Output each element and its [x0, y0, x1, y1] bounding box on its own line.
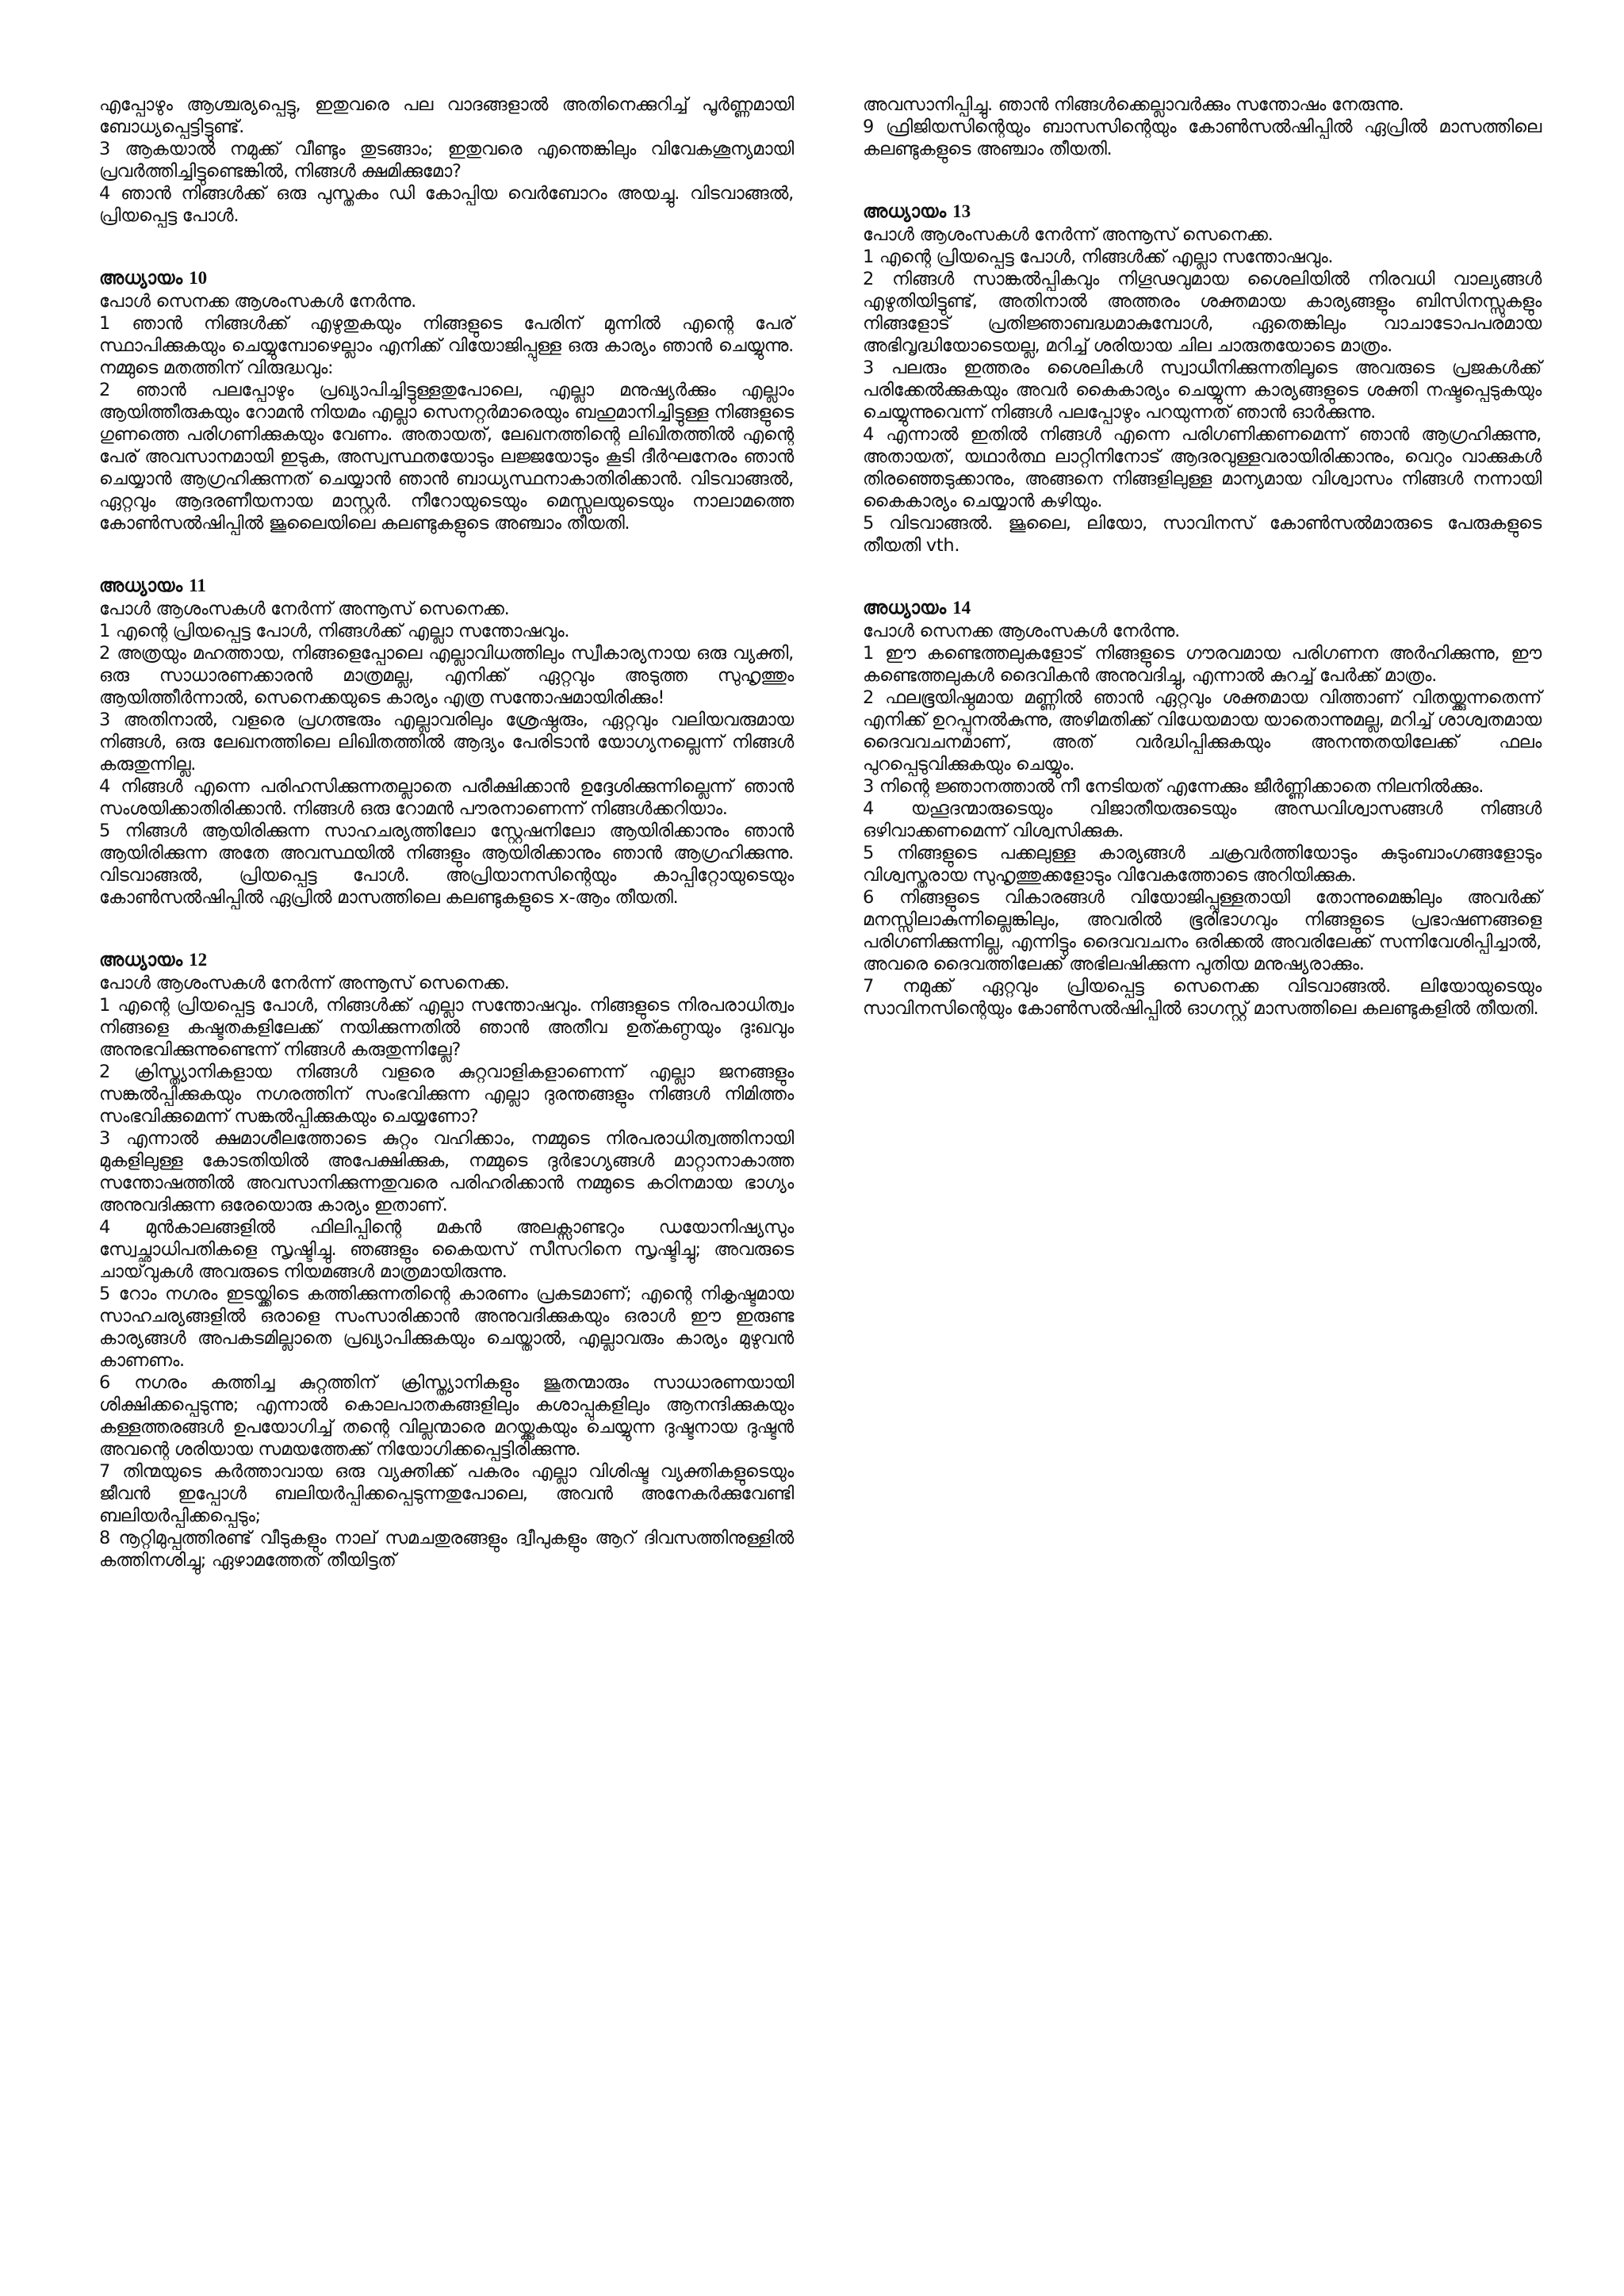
- verse: 4 നിങ്ങൾ എന്നെ പരിഹസിക്കുന്നതല്ലാതെ പരീക്ഷിക്കാൻ ഉദ്ദേശിക്കുന്നില്ലെന്ന് ഞാൻ സംശയിക്കാതിരിക്കാൻ. നിങ്ങൾ ഒരു റോമൻ പൗരനാണെന്ന് നിങ്ങൾക്കറിയാം.: [99, 776, 794, 819]
- verse: 6 നിങ്ങളുടെ വികാരങ്ങൾ വിയോജിപ്പുള്ളതായി തോന്നുമെങ്കിലും അവർക്ക് മനസ്സിലാകുന്നില്ലെങ്കിലും, അവരിൽ ഭൂരിഭാഗവും നിങ്ങളുടെ പ്രഭാഷണങ്ങളെ പരിഗണിക്കുന്നില്ല, എന്നിട്ടും ദൈവവചനം ഒരിക്കൽ അവരിലേക്ക് സന്നിവേശിപ്പിച്ചാൽ, അവരെ ദൈവത്തിലേക്ക് അഭിലഷിക്കുന്ന പുതിയ മനുഷ്യരാക്കും.: [863, 887, 1542, 974]
- chapter-heading: [99, 948, 794, 972]
- chapter-14: [863, 596, 1542, 1020]
- paragraph: 3 ആകയാൽ നമുക്ക് വീണ്ടും തുടങ്ങാം; ഇതുവരെ എന്തെങ്കിലും വിവേകശൂന്യമായി പ്രവർത്തിച്ചിട്ടുണ്ടെങ്കിൽ, നിങ്ങൾ ക്ഷമിക്കുമോ?: [99, 139, 794, 182]
- chapter-greeting: പോൾ ആശംസകൾ നേർന്ന് അന്നൂസ് സെനെക്ക.: [863, 224, 1274, 245]
- chapter-number: 11: [189, 576, 206, 595]
- verse: 5 നിങ്ങൾ ആയിരിക്കുന്ന സാഹചര്യത്തിലോ സ്റ്റേഷനിലോ ആയിരിക്കാനും ഞാൻ ആയിരിക്കുന്ന അതേ അവസ്ഥയിൽ നിങ്ങളും ആയിരിക്കാനും ഞാൻ ആഗ്രഹിക്കുന്നു. വിടവാങ്ങൽ, പ്രിയപ്പെട്ട പോൾ. അപ്രിയാനസിന്റെയും കാപ്പിറ്റോയുടെയും കോൺസൽഷിപ്പിൽ ഏപ്രിൽ മാസത്തിലെ കലണ്ടുകളുടെ x-ആം തീയതി.: [99, 821, 794, 908]
- verse: 5 റോം നഗരം ഇടയ്ക്കിടെ കത്തിക്കുന്നതിന്റെ കാരണം പ്രകടമാണ്; എന്റെ നികൃഷ്ടമായ സാഹചര്യങ്ങളിൽ ഒരാളെ സംസാരിക്കാൻ അനുവദിക്കുകയും ഒരാൾ ഈ ഇരുണ്ട കാര്യങ്ങൾ അപകടമില്ലാതെ പ്രഖ്യാപിക്കുകയും ചെയ്താൽ, എല്ലാവരും കാര്യം മുഴുവൻ കാണണം.: [99, 1284, 794, 1371]
- paragraph: അവസാനിപ്പിച്ചു. ഞാൻ നിങ്ങൾക്കെല്ലാവർക്കും സന്തോഷം നേരുന്നു.: [863, 94, 1404, 115]
- chapter-number: 14: [952, 598, 971, 618]
- verse: 2 ഞാൻ പലപ്പോഴും പ്രഖ്യാപിച്ചിട്ടുള്ളതുപോലെ, എല്ലാ മനുഷ്യർക്കും എല്ലാം ആയിത്തീരുകയും റോമൻ നിയമം എല്ലാ സെനറ്റർമാരെയും ബഹുമാനിച്ചിട്ടുള്ള നിങ്ങളുടെ ഗുണത്തെ പരിഗണിക്കുകയും വേണം. അതായത്, ലേഖനത്തിന്റെ ലിഖിതത്തിൽ എന്റെ പേര് അവസാനമായി ഇടുക, അസ്വസ്ഥതയോടും ലജ്ജയോടും കൂടി ദീർഘനേരം ഞാൻ ചെയ്യാൻ ആഗ്രഹിക്കുന്നത് ചെയ്യാൻ ഞാൻ ബാധ്യസ്ഥനാകാതിരിക്കാൻ. വിടവാങ്ങൽ, ഏറ്റവും ആദരണീയനായ മാസ്റ്റർ. നീറോയുടെയും മെസ്സലയുടെയും നാലാമത്തെ കോൺസൽഷിപ്പിൽ ജൂലൈയിലെ കലണ്ടുകളുടെ അഞ്ചാം തീയതി.: [99, 380, 794, 534]
- verse: 7 നമുക്ക് ഏറ്റവും പ്രിയപ്പെട്ട സെനെക്ക വിടവാങ്ങൽ. ലിയോയുടെയും സാവിനസിന്റെയും കോൺസൽഷിപ്പിൽ ഓഗസ്റ്റ് മാസത്തിലെ കലണ്ടുകളിൽ തീയതി.: [863, 976, 1542, 1019]
- chapter-10: [99, 266, 794, 534]
- chapter-title-label: അധ്യായം: [863, 201, 947, 222]
- chapter-title-label: അധ്യായം: [863, 597, 947, 618]
- chapter-13: [863, 200, 1542, 557]
- chapter-number: 12: [189, 950, 208, 970]
- verse: 1 എന്റെ പ്രിയപ്പെട്ട പോൾ, നിങ്ങൾക്ക് എല്ലാ സന്തോഷവും.: [99, 621, 570, 641]
- left-intro: [99, 94, 794, 227]
- verse: 1 എന്റെ പ്രിയപ്പെട്ട പോൾ, നിങ്ങൾക്ക് എല്ലാ സന്തോഷവും.: [863, 247, 1334, 267]
- right-intro: [863, 94, 1542, 160]
- chapter-heading: [863, 200, 1542, 224]
- chapter-11: [99, 574, 794, 909]
- verse: 1 എന്റെ പ്രിയപ്പെട്ട പോൾ, നിങ്ങൾക്ക് എല്ലാ സന്തോഷവും. നിങ്ങളുടെ നിരപരാധിത്വം നിങ്ങളെ കഷ്ടതകളിലേക്ക് നയിക്കുന്നതിൽ ഞാൻ അതീവ ഉത്കണ്ഠയും ദുഃഖവും അനുഭവിക്കുന്നുണ്ടെന്ന് നിങ്ങൾ കരുതുന്നില്ലേ?: [99, 995, 794, 1060]
- verse: 2 അത്രയും മഹത്തായ, നിങ്ങളെപ്പോലെ എല്ലാവിധത്തിലും സ്വീകാര്യനായ ഒരു വ്യക്തി, ഒരു സാധാരണക്കാരൻ മാത്രമല്ല, എനിക്ക് ഏറ്റവും അടുത്ത സുഹൃത്തും ആയിത്തീർന്നാൽ, സെനെക്കയുടെ കാര്യം എത്ര സന്തോഷമായിരിക്കും!: [99, 643, 794, 708]
- chapter-title-label: അധ്യായം: [99, 575, 183, 596]
- left-column: [99, 94, 794, 1571]
- chapter-number: 10: [189, 268, 208, 288]
- verse: 6 നഗരം കത്തിച്ച കുറ്റത്തിന് ക്രിസ്ത്യാനികളും ജൂതന്മാരും സാധാരണയായി ശിക്ഷിക്കപ്പെടുന്നു; എന്നാൽ കൊലപാതകങ്ങളിലും കശാപ്പുകളിലും ആനന്ദിക്കുകയും കള്ളത്തരങ്ങൾ ഉപയോഗിച്ച് തന്റെ വില്ലന്മാരെ മറയ്ക്കുകയും ചെയ്യുന്ന ദുഷ്ടനായ ദുഷ്ടൻ അവന്റെ ശരിയായ സമയത്തേക്ക് നിയോഗിക്കപ്പെട്ടിരിക്കുന്നു.: [99, 1372, 794, 1460]
- chapter-title-label: അധ്യായം: [99, 267, 183, 289]
- paragraph: 9 ഫ്രിജിയസിന്റെയും ബാസസിന്റെയും കോൺസൽഷിപ്പിൽ ഏപ്രിൽ മാസത്തിലെ കലണ്ടുകളുടെ അഞ്ചാം തീയതി.: [863, 117, 1542, 159]
- verse: 5 വിടവാങ്ങൽ. ജൂലൈ, ലിയോ, സാവിനസ് കോൺസൽമാരുടെ പേരുകളുടെ തീയതി vth.: [863, 513, 1542, 556]
- verse: 3 പലരും ഇത്തരം ശൈലികൾ സ്വാധീനിക്കുന്നതിലൂടെ അവരുടെ പ്രജകൾക്ക് പരിക്കേൽക്കുകയും അവർ കൈകാര്യം ചെയ്യുന്ന കാര്യങ്ങളുടെ ശക്തി നഷ്ടപ്പെടുകയും ചെയ്യുന്നുവെന്ന് നിങ്ങൾ പലപ്പോഴും പറയുന്നത് ഞാൻ ഓർക്കുന്നു.: [863, 358, 1542, 423]
- verse: 1 ഈ കണ്ടെത്തലുകളോട് നിങ്ങളുടെ ഗൗരവമായ പരിഗണന അർഹിക്കുന്നു, ഈ കണ്ടെത്തലുകൾ ദൈവികൻ അനുവദിച്ചു, എന്നാൽ കുറച്ച് പേർക്ക് മാത്രം.: [863, 643, 1542, 686]
- chapter-greeting: പോൾ സെനക്ക ആശംസകൾ നേർന്നു.: [99, 291, 417, 312]
- verse: 7 തിന്മയുടെ കർത്താവായ ഒരു വ്യക്തിക്ക് പകരം എല്ലാ വിശിഷ്ട വ്യക്തികളുടെയും ജീവൻ ഇപ്പോൾ ബലിയർപ്പിക്കപ്പെടുന്നതുപോലെ, അവൻ അനേകർക്കുവേണ്ടി ബലിയർപ്പിക്കപ്പെടും;: [99, 1461, 794, 1526]
- chapter-number: 13: [952, 201, 971, 221]
- chapter-greeting: പോൾ ആശംസകൾ നേർന്ന് അന്നൂസ് സെനെക്ക.: [99, 599, 510, 619]
- verse: 4 മുൻകാലങ്ങളിൽ ഫിലിപ്പിന്റെ മകൻ അലക്സാണ്ടറും ഡയോനിഷ്യസും സ്വേച്ഛാധിപതികളെ സൃഷ്ടിച്ചു. ഞങ്ങളും കൈയസ് സീസറിനെ സൃഷ്ടിച്ചു; അവരുടെ ചായ്‌വുകൾ അവരുടെ നിയമങ്ങൾ മാത്രമായിരുന്നു.: [99, 1217, 794, 1282]
- chapter-heading: [863, 596, 1542, 620]
- verse: 3 അതിനാൽ, വളരെ പ്രഗത്ഭരും എല്ലാവരിലും ശ്രേഷ്ഠരും, ഏറ്റവും വലിയവരുമായ നിങ്ങൾ, ഒരു ലേഖനത്തിലെ ലിഖിതത്തിൽ ആദ്യം പേരിടാൻ യോഗ്യനല്ലെന്ന് നിങ്ങൾ കരുതുന്നില്ല.: [99, 710, 794, 775]
- paragraph: എപ്പോഴും ആശ്ചര്യപ്പെട്ടു, ഇതുവരെ പല വാദങ്ങളാൽ അതിനെക്കുറിച്ച് പൂർണ്ണമായി ബോധ്യപ്പെട്ടിട്ടുണ്ട്.: [99, 94, 794, 137]
- verse: 2 നിങ്ങൾ സാങ്കൽപ്പികവും നിഗൂഢവുമായ ശൈലിയിൽ നിരവധി വാല്യങ്ങൾ എഴുതിയിട്ടുണ്ട്, അതിനാൽ അത്തരം ശക്തമായ കാര്യങ്ങളും ബിസിനസ്സുകളും നിങ്ങളോട് പ്രതിജ്ഞാബദ്ധമാകുമ്പോൾ, ഏതെങ്കിലും വാചാടോപപരമായ അഭിവൃദ്ധിയോടെയല്ല, മറിച്ച് ശരിയായ ചില ചാരുതയോടെ മാത്രം.: [863, 269, 1542, 356]
- paragraph: 4 ഞാൻ നിങ്ങൾക്ക് ഒരു പുസ്തകം ഡി കോപ്പിയ വെർബോറം അയച്ചു. വിടവാങ്ങൽ, പ്രിയപ്പെട്ട പോൾ.: [99, 183, 794, 226]
- verse: 8 നൂറ്റിമുപ്പത്തിരണ്ട് വീടുകളും നാല് സമചതുരങ്ങളും ദ്വീപുകളും ആറ് ദിവസത്തിനുള്ളിൽ കത്തിനശിച്ചു; ഏഴാമത്തേത് തീയിട്ടത്: [99, 1528, 794, 1571]
- chapter-heading: [99, 266, 794, 290]
- verse: 4 യഹൂദന്മാരുടെയും വിജാതീയരുടെയും അന്ധവിശ്വാസങ്ങൾ നിങ്ങൾ ഒഴിവാക്കണമെന്ന് വിശ്വസിക്കുക.: [863, 798, 1542, 841]
- chapter-heading: [99, 574, 794, 598]
- right-column: [863, 94, 1542, 1020]
- chapter-12: [99, 948, 794, 1571]
- chapter-title-label: അധ്യായം: [99, 949, 183, 970]
- verse: 1 ഞാൻ നിങ്ങൾക്ക് എഴുതുകയും നിങ്ങളുടെ പേരിന് മുന്നിൽ എന്റെ പേര് സ്ഥാപിക്കുകയും ചെയ്യുമ്പോഴെല്ലാം എനിക്ക് വിയോജിപ്പുള്ള ഒരു കാര്യം ഞാൻ ചെയ്യുന്നു. നമ്മുടെ മതത്തിന് വിരുദ്ധവും:: [99, 313, 794, 378]
- verse: 2 ക്രിസ്ത്യാനികളായ നിങ്ങൾ വളരെ കുറ്റവാളികളാണെന്ന് എല്ലാ ജനങ്ങളും സങ്കൽപ്പിക്കുകയും നഗരത്തിന് സംഭവിക്കുന്ന എല്ലാ ദുരന്തങ്ങളും നിങ്ങൾ നിമിത്തം സംഭവിക്കുമെന്ന് സങ്കൽപ്പിക്കുകയും ചെയ്യണോ?: [99, 1062, 794, 1127]
- chapter-greeting: പോൾ സെനക്ക ആശംസകൾ നേർന്നു.: [863, 621, 1181, 641]
- verse: 3 എന്നാൽ ക്ഷമാശീലത്തോടെ കുറ്റം വഹിക്കാം, നമ്മുടെ നിരപരാധിത്വത്തിനായി മുകളിലുള്ള കോടതിയിൽ അപേക്ഷിക്കുക, നമ്മുടെ ദുർഭാഗ്യങ്ങൾ മാറ്റാനാകാത്ത സന്തോഷത്തിൽ അവസാനിക്കുന്നതുവരെ പരിഹരിക്കാൻ നമ്മുടെ കഠിനമായ ഭാഗ്യം അനുവദിക്കുന്ന ഒരേയൊരു കാര്യം ഇതാണ്.: [99, 1128, 794, 1215]
- verse: 5 നിങ്ങളുടെ പക്കലുള്ള കാര്യങ്ങൾ ചക്രവർത്തിയോടും കുടുംബാംഗങ്ങളോടും വിശ്വസ്തരായ സുഹൃത്തുക്കളോടും വിവേകത്തോടെ അറിയിക്കുക.: [863, 843, 1542, 886]
- verse: 2 ഫലഭൂയിഷ്ഠമായ മണ്ണിൽ ഞാൻ ഏറ്റവും ശക്തമായ വിത്താണ് വിതയ്ക്കുന്നതെന്ന് എനിക്ക് ഉറപ്പുനൽകുന്നു, അഴിമതിക്ക് വിധേയമായ യാതൊന്നുമല്ല, മറിച്ച് ശാശ്വതമായ ദൈവവചനമാണ്, അത് വർദ്ധിപ്പിക്കുകയും അനന്തതയിലേക്ക് ഫലം പുറപ്പെടുവിക്കുകയും ചെയ്യും.: [863, 687, 1542, 775]
- verse: 3 നിന്റെ ജ്ഞാനത്താൽ നീ നേടിയത് എന്നേക്കും ജീർണ്ണിക്കാതെ നിലനിൽക്കും.: [863, 776, 1484, 797]
- verse: 4 എന്നാൽ ഇതിൽ നിങ്ങൾ എന്നെ പരിഗണിക്കണമെന്ന് ഞാൻ ആഗ്രഹിക്കുന്നു, അതായത്, യഥാർത്ഥ ലാറ്റിനിനോട് ആദരവുള്ളവരായിരിക്കാനും, വെറും വാക്കുകൾ തിരഞ്ഞെടുക്കാനും, അങ്ങനെ നിങ്ങളിലുള്ള മാന്യമായ വിശ്വാസം നിങ്ങൾ നന്നായി കൈകാര്യം ചെയ്യാൻ കഴിയും.: [863, 424, 1542, 511]
- chapter-greeting: പോൾ ആശംസകൾ നേർന്ന് അന്നൂസ് സെനെക്ക.: [99, 973, 510, 993]
